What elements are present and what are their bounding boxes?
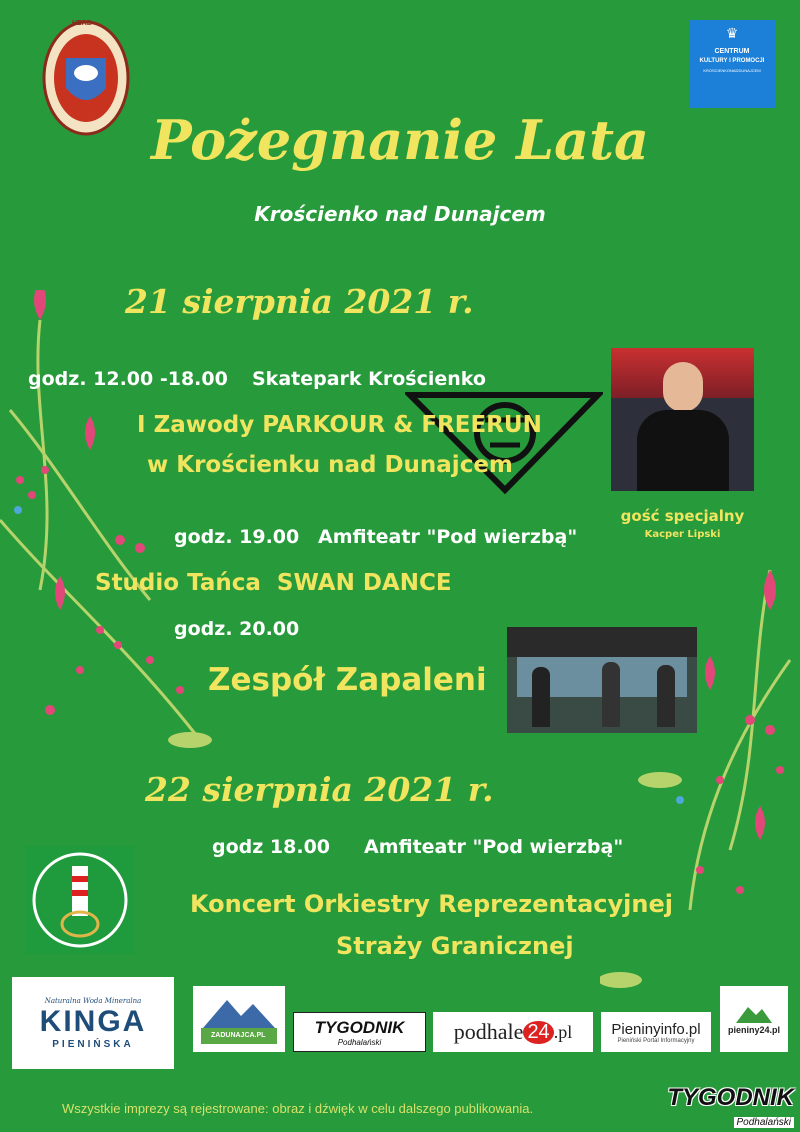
kinga-main: KINGA [39, 1004, 147, 1038]
pieninyinfo-text: Pieninyinfo.pl [611, 1020, 701, 1038]
podhale24-b: 24 [523, 1021, 553, 1044]
parkour-logo [405, 385, 603, 495]
kinga-small: Naturalna Woda Mineralna [44, 996, 142, 1005]
event1-title-line2: w Krościenku nad Dunajcem [147, 452, 513, 478]
tygodnik-logo [293, 1012, 426, 1052]
day2-event-title-line2: Straży Granicznej [336, 932, 574, 960]
pieniny24-text: pieniny24.pl [727, 1025, 780, 1035]
floral-decoration-left [0, 290, 220, 760]
event3-title: Zespół Zapaleni [208, 662, 487, 698]
podhale24-c: .pl [553, 1021, 573, 1042]
pieninyinfo-logo [601, 1012, 711, 1052]
event3-time: godz. 20.00 [174, 618, 300, 640]
tygodnik-sub: Podhalański [337, 1037, 382, 1047]
day2-date: 22 sierpnia 2021 r. [145, 770, 494, 809]
ckip-line2: KULTURY I PROMOCJI [699, 58, 765, 64]
podhale24-a: podhale [453, 1019, 524, 1044]
ckip-logo [689, 20, 775, 108]
event2-time: godz. 19.00 [174, 526, 300, 548]
band-photo [507, 627, 697, 733]
floral-decoration-right [600, 550, 800, 990]
event1-title-line1: I Zawody PARKOUR & FREERUN [137, 412, 542, 438]
kinga-sub: PIENIŃSKA [52, 1038, 134, 1050]
kinga-logo [12, 977, 174, 1069]
tygodnik-watermark [618, 1086, 794, 1126]
day2-event-time: godz 18.00 [212, 836, 331, 858]
zadunajca-logo [193, 986, 285, 1052]
crown-icon: ♛ [725, 26, 739, 42]
event2-place: Amfiteatr "Pod wierzbą" [318, 526, 578, 548]
footer-note: Wszystkie imprezy są rejestrowane: obraz i dźwięk w celu dalszego publikowania. [62, 1101, 534, 1116]
zadunajca-text: ZADUNAJCA.PL [211, 1032, 266, 1039]
podhale24-logo [433, 1012, 593, 1052]
day1-date: 21 sierpnia 2021 r. [125, 282, 474, 321]
tygodnik-main: TYGODNIK [314, 1017, 405, 1037]
guest-photo [611, 348, 754, 491]
location-subtitle: Krościenko nad Dunajcem [254, 202, 546, 226]
guest-label: gość specjalny [620, 507, 745, 525]
event2-title: Studio Tańca SWAN DANCE [95, 570, 452, 596]
day2-event-place: Amfiteatr "Pod wierzbą" [364, 836, 624, 858]
event1-time: godz. 12.00 -18.00 [28, 368, 228, 390]
ckip-line1: CENTRUM [714, 48, 750, 55]
watermark-sub: Podhalański [734, 1117, 794, 1128]
pieninyinfo-sub: Pieniński Portal Informacyjny [617, 1037, 695, 1044]
orkiestra-logo [26, 846, 134, 954]
guest-name: Kacper Lipski [644, 529, 721, 540]
herb-label: HERB [72, 20, 92, 27]
ckip-line3: KROSCIENKONADDUNAJCEM [703, 68, 761, 73]
page-title: Pożegnanie Lata [150, 108, 650, 172]
event1-place: Skatepark Krościenko [252, 368, 486, 390]
pieniny24-logo [720, 986, 788, 1052]
watermark-main: TYGODNIK [667, 1084, 794, 1111]
day2-event-title-line1: Koncert Orkiestry Reprezentacyjnej [190, 890, 673, 918]
